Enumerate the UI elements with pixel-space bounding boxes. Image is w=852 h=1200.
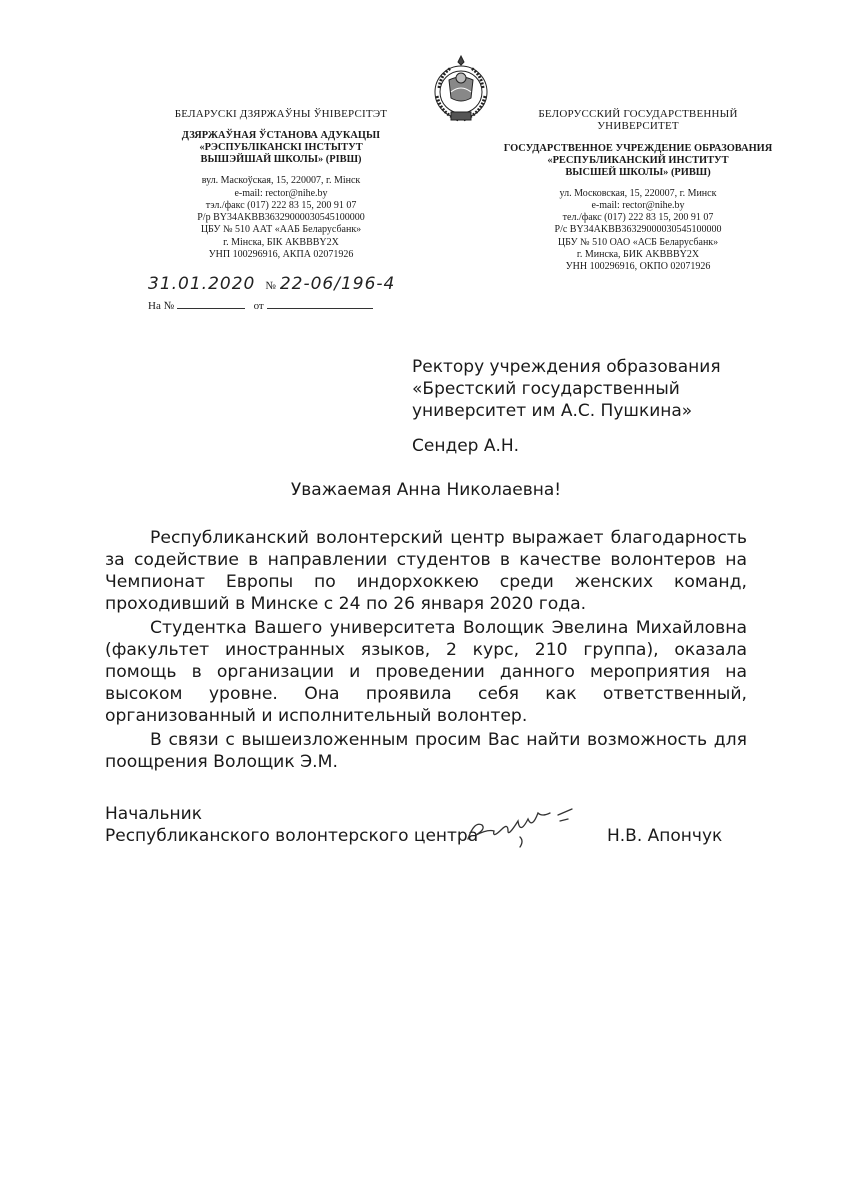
institution-line: «РЕСПУБЛИКАНСКИЙ ИНСТИТУТ — [547, 154, 729, 166]
bank-line: ЦБУ № 510 ААТ «ААБ Беларусбанк» — [200, 224, 362, 236]
handwritten-signature — [460, 801, 600, 851]
email-line: e-mail: rector@nihe.by — [591, 199, 685, 211]
institution-line: ДЗЯРЖАЎНАЯ ЎСТАНОВА АДУКАЦЫІ — [181, 130, 381, 142]
addressee-line: Ректору учреждения образования — [412, 357, 721, 377]
reference-number-blank — [177, 298, 245, 309]
registration-date: 31.01.2020 — [148, 274, 256, 294]
bic-line: г. Мінска, БІК AKBBBY2X — [223, 236, 339, 248]
signatory-title: Начальник — [105, 804, 202, 824]
tax-id-line: УНН 100296916, ОКПО 02071926 — [565, 261, 711, 273]
registration-number: 22-06/196-4 — [279, 274, 396, 294]
account-line: Р/с BY34AKBB36329000030545100000 — [554, 224, 722, 236]
university-name-ru: БЕЛОРУССКИЙ ГОСУДАРСТВЕННЫЙ УНИВЕРСИТЕТ — [538, 108, 738, 133]
address-line: вул. Маскоўская, 15, 220007, г. Мінск — [201, 175, 361, 187]
phone-line: тел./факс (017) 222 83 15, 200 91 07 — [562, 212, 714, 224]
institution-line: «РЭСПУБЛІКАНСКІ ІНСТЫТУТ — [199, 142, 363, 154]
institution-line: ГОСУДАРСТВЕННОЕ УЧРЕЖДЕНИЕ ОБРАЗОВАНИЯ — [503, 142, 773, 154]
addressee-line: университет им А.С. Пушкина» — [412, 401, 693, 421]
letter-body — [105, 527, 747, 775]
body-paragraph: Республиканский волонтерский центр выражает благодарность за содействие в направлении студентов в качестве волонтеров на Чемпионат Европы по индорхоккею среди женских команд, проходивший в Минске с 24 по 26 января 2020 года. — [105, 528, 747, 614]
header-left — [150, 108, 412, 261]
state-emblem-icon — [425, 52, 497, 126]
reference-prefix: На № — [148, 300, 175, 312]
university-name-be: БЕЛАРУСКІ ДЗЯРЖАЎНЫ ЎНІВЕРСІТЭТ — [174, 108, 388, 120]
bic-line: г. Минска, БИК AKBBBY2X — [576, 249, 700, 261]
bank-line: ЦБУ № 510 ОАО «АСБ Беларусбанк» — [557, 236, 719, 248]
signature-block — [105, 803, 755, 847]
reference-date-blank — [267, 298, 373, 309]
address-line: ул. Московская, 15, 220007, г. Минск — [559, 187, 717, 199]
number-sign: № — [265, 280, 276, 292]
body-paragraph: В связи с вышеизложенным просим Вас найти возможность для поощрения Волощик Э.М. — [105, 730, 747, 772]
account-line: Р/р BY34AKBB36329000030545100000 — [197, 212, 365, 224]
registration-block — [148, 274, 408, 312]
addressee-block — [412, 356, 812, 457]
signatory-name: Н.В. Апончук — [607, 826, 723, 846]
institution-line: ВЫСШЕЙ ШКОЛЫ» (РИВШ) — [565, 166, 711, 178]
addressee-line: «Брестский государственный — [412, 379, 680, 399]
tax-id-line: УНП 100296916, АКПА 02071926 — [208, 249, 354, 261]
header-right — [500, 108, 776, 274]
addressee-name: Сендер А.Н. — [412, 436, 520, 456]
greeting: Уважаемая Анна Николаевна! — [290, 480, 562, 500]
body-paragraph: Студентка Вашего университета Волощик Эвелина Михайловна (факультет иностранных языков, 2 курс, 210 группа), оказала помощь в организации и проведении данного мероприятия на высоком уровне. Она проявила себя как ответственный, организованный и исполнительный волонтер. — [105, 618, 747, 726]
email-line: e-mail: rector@nihe.by — [234, 187, 328, 199]
phone-line: тэл./факс (017) 222 83 15, 200 91 07 — [205, 199, 357, 211]
reference-from: от — [253, 300, 264, 312]
institution-line: ВЫШЭЙШАЙ ШКОЛЫ» (РІВШ) — [200, 154, 362, 166]
signatory-organization: Республиканского волонтерского центра — [105, 826, 479, 846]
